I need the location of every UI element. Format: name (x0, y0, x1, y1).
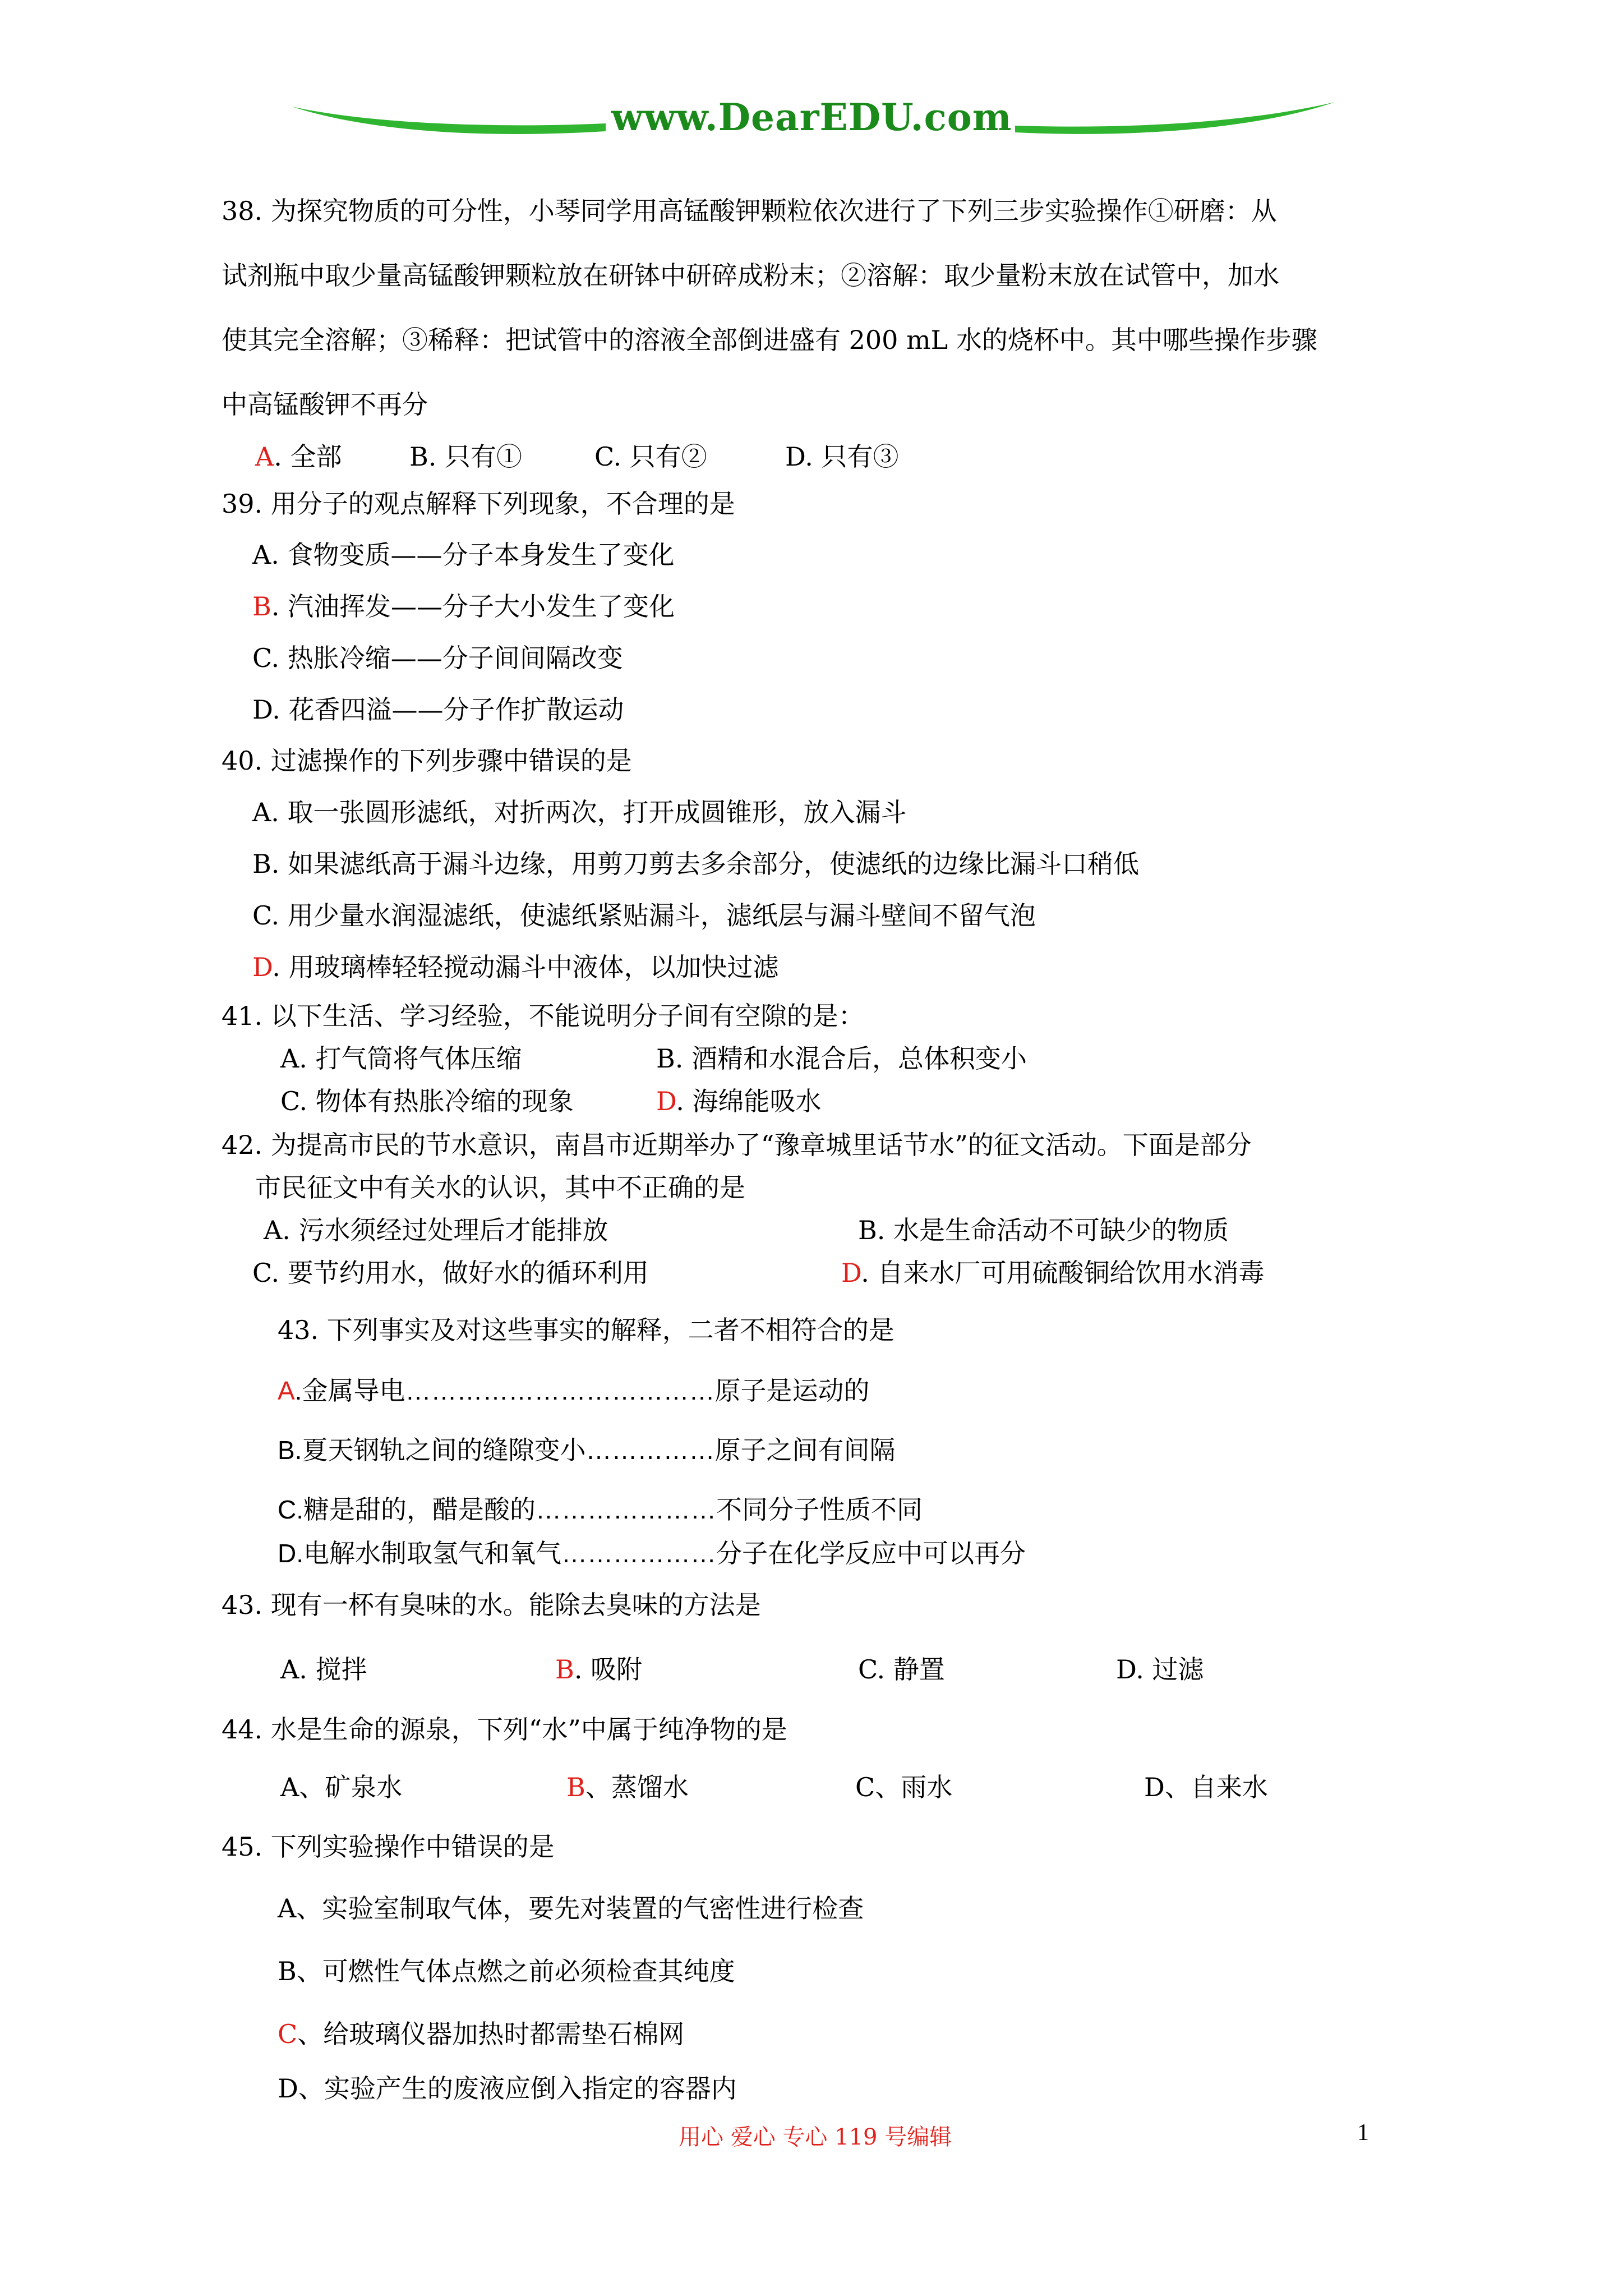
answer-letter: B (566, 1772, 585, 1802)
q39-option-c: C. 热胀冷缩——分子间间隔改变 (252, 643, 623, 673)
answer-letter: D (841, 1258, 861, 1288)
q41-stem: 41. 以下生活、学习经验，不能说明分子间有空隙的是： (222, 1001, 864, 1031)
q43b-option-d: D. 过滤 (1116, 1654, 1204, 1685)
q45-option-b: B、可燃性气体点燃之前必须检查其纯度 (278, 1956, 735, 1986)
q43b-option-a: A. 搅拌 (280, 1654, 367, 1685)
q38-stem-line-3: 使其完全溶解；③稀释：把试管中的溶液全部倒进盛有 200 mL 水的烧杯中。其中哪些操作步骤 (222, 325, 1317, 355)
q38-stem-line-4: 中高锰酸钾不再分 (222, 389, 428, 420)
q43a-option-c: C.糖是甜的，醋是酸的…………………不同分子性质不同 (278, 1495, 923, 1524)
q39-option-d: D. 花香四溢——分子作扩散运动 (252, 694, 624, 725)
answer-letter: A (255, 441, 274, 472)
q44-stem: 44. 水是生命的源泉，下列“水”中属于纯净物的是 (222, 1714, 787, 1745)
q43b-option-b: B. 吸附 (555, 1654, 643, 1685)
q40-option-b: B. 如果滤纸高于漏斗边缘，用剪刀剪去多余部分，使滤纸的边缘比漏斗口稍低 (252, 849, 1140, 879)
q42-stem-line-1: 42. 为提高市民的节水意识，南昌市近期举办了“豫章城里话节水”的征文活动。下面是部分 (222, 1130, 1252, 1160)
q38-option-a: A. 全部 (255, 441, 342, 472)
q41-option-d: D. 海绵能吸水 (656, 1086, 822, 1116)
page-number: 1 (1357, 2120, 1369, 2146)
q43a-option-a: A.金属导电………………………………原子是运动的 (278, 1376, 870, 1405)
q43a-option-d: D.电解水制取氢气和氧气………………分子在化学反应中可以再分 (278, 1539, 1026, 1568)
q43b-stem: 43. 现有一杯有臭味的水。能除去臭味的方法是 (222, 1590, 761, 1620)
q43a-option-b: B.夏天钢轨之间的缝隙变小……………原子之间有间隔 (278, 1435, 896, 1465)
q42-option-d: D. 自来水厂可用硫酸铜给饮用水消毒 (841, 1258, 1265, 1288)
q41-option-b: B. 酒精和水混合后，总体积变小 (656, 1043, 1027, 1074)
q45-stem: 45. 下列实验操作中错误的是 (222, 1832, 555, 1862)
answer-letter: B (555, 1654, 574, 1685)
q38-stem-line-2: 试剂瓶中取少量高锰酸钾颗粒放在研钵中研碎成粉末；②溶解：取少量粉末放在试管中，加水 (222, 260, 1279, 291)
q40-stem: 40. 过滤操作的下列步骤中错误的是 (222, 746, 632, 776)
answer-letter: D (656, 1086, 676, 1116)
q38-option-d: D. 只有③ (785, 441, 899, 472)
q39-stem: 39. 用分子的观点解释下列现象，不合理的是 (222, 489, 735, 519)
q41-option-c: C. 物体有热胀冷缩的现象 (280, 1086, 574, 1116)
q43b-option-c: C. 静置 (858, 1654, 945, 1685)
answer-letter: C (278, 2019, 298, 2049)
q39-option-a: A. 食物变质——分子本身发生了变化 (252, 540, 675, 570)
q41-option-a: A. 打气筒将气体压缩 (280, 1043, 522, 1074)
q38-option-b: B. 只有① (409, 441, 523, 472)
q42-option-b: B. 水是生命活动不可缺少的物质 (858, 1215, 1229, 1245)
q40-option-c: C. 用少量水润湿滤纸，使滤纸紧贴漏斗，滤纸层与漏斗壁间不留气泡 (252, 900, 1036, 931)
q44-option-a: A、矿泉水 (280, 1772, 403, 1802)
q40-option-d: D. 用玻璃棒轻轻搅动漏斗中液体，以加快过滤 (252, 952, 779, 982)
q43a-stem: 43. 下列事实及对这些事实的解释，二者不相符合的是 (278, 1315, 895, 1345)
q38-option-c: C. 只有② (594, 441, 707, 472)
q38-stem-line-1: 38. 为探究物质的可分性，小琴同学用高锰酸钾颗粒依次进行了下列三步实验操作①研磨：从 (222, 196, 1277, 226)
q44-option-d: D、自来水 (1144, 1772, 1268, 1802)
q42-stem-line-2: 市民征文中有关水的认识，其中不正确的是 (255, 1172, 745, 1203)
answer-letter: A (278, 1376, 295, 1405)
answer-letter: D (252, 952, 273, 982)
footer-motto: 用心 爱心 专心 119 号编辑 (679, 2124, 952, 2150)
answer-letter: B (252, 591, 271, 622)
q39-option-b: B. 汽油挥发——分子大小发生了变化 (252, 591, 675, 622)
header-site-name: www.DearEDU.com (611, 95, 1012, 139)
q44-option-b: B、蒸馏水 (566, 1772, 689, 1802)
q45-option-a: A、实验室制取气体，要先对装置的气密性进行检查 (278, 1893, 864, 1924)
q42-option-a: A. 污水须经过处理后才能排放 (264, 1215, 608, 1245)
q45-option-d: D、实验产生的废液应倒入指定的容器内 (278, 2073, 737, 2104)
q44-option-c: C、雨水 (855, 1772, 953, 1802)
q40-option-a: A. 取一张圆形滤纸，对折两次，打开成圆锥形，放入漏斗 (252, 797, 907, 827)
q45-option-c: C、给玻璃仪器加热时都需垫石棉网 (278, 2019, 685, 2049)
q42-option-c: C. 要节约用水，做好水的循环利用 (252, 1258, 649, 1288)
